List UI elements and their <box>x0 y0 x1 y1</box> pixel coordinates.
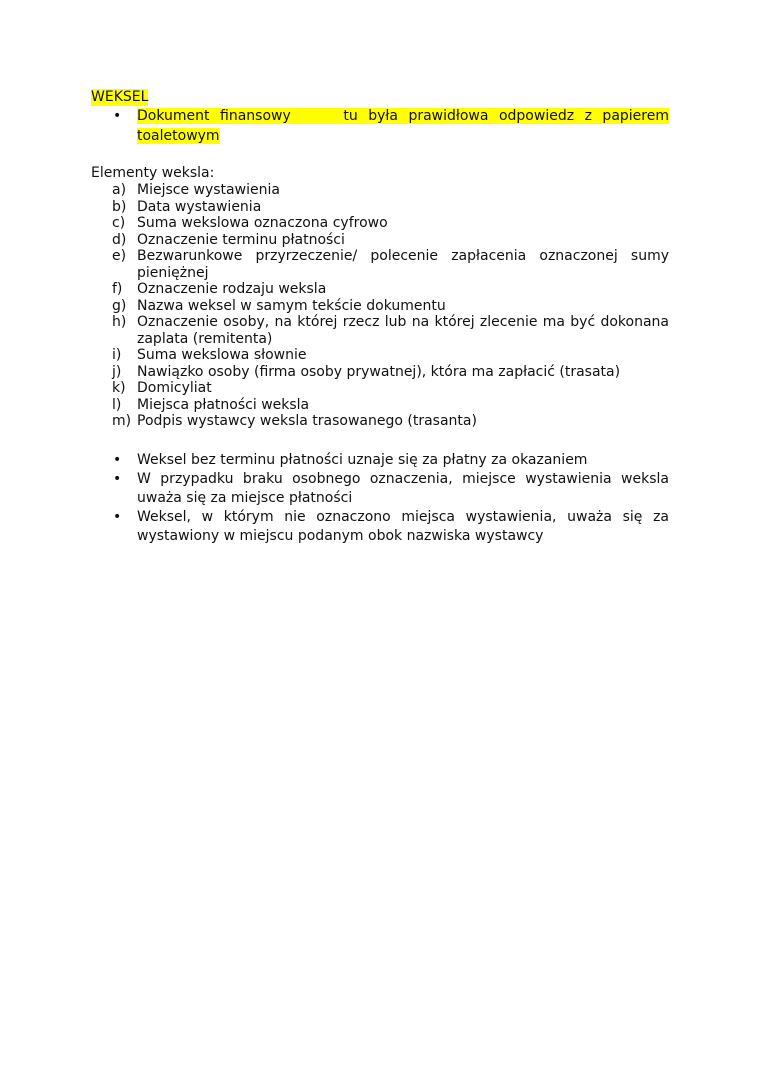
list-item <box>91 281 669 298</box>
bullet-icon: • <box>113 451 122 468</box>
list-item-text: Nawiązko osoby (firma osoby prywatnej), która ma zapłacić (trasata) <box>137 363 621 380</box>
note-text: Weksel, w którym nie oznaczono miejsca wystawienia, uważa się za wystawiony w miejscu podanym obok nazwiska wystawcy <box>137 508 669 544</box>
list-item-text: Data wystawienia <box>137 198 262 215</box>
list-item-text: Miejsca płatności weksla <box>137 396 310 413</box>
list-item <box>91 380 669 397</box>
note-bullet <box>91 451 669 470</box>
list-item-text: Podpis wystawcy weksla trasowanego (trasanta) <box>137 413 477 429</box>
bullet-icon: • <box>113 108 122 124</box>
list-item <box>91 199 669 216</box>
note-text: W przypadku braku osobnego oznaczenia, miejsce wystawienia weksla uważa się za miejsce płatności <box>137 470 669 506</box>
list-marker: b) <box>112 198 127 215</box>
list-item-text: Miejsce wystawienia <box>137 182 280 198</box>
list-item <box>91 248 669 281</box>
list-item <box>91 413 669 430</box>
list-marker: f) <box>112 281 123 297</box>
list-item-text: Oznaczenie terminu płatności <box>137 231 345 248</box>
elements-heading: Elementy weksla: <box>91 165 215 181</box>
note-bullet <box>91 470 669 508</box>
list-item-text: Domicyliat <box>137 380 212 396</box>
document-title: WEKSEL <box>91 89 149 105</box>
intro-text <box>137 108 669 144</box>
list-marker: l) <box>112 396 122 413</box>
list-item-text: Oznaczenie rodzaju weksla <box>137 281 327 297</box>
note-text: Weksel bez terminu płatności uznaje się za płatny za okazaniem <box>137 451 588 468</box>
title-line <box>91 89 669 106</box>
intro-bullet <box>91 106 669 146</box>
bullet-icon: • <box>113 470 122 487</box>
intro-text-part1: Dokument finansowy <box>137 108 291 124</box>
list-item-text: Suma wekslowa oznaczona cyfrowo <box>137 215 388 231</box>
list-marker: h) <box>112 314 127 330</box>
list-item-text: Oznaczenie osoby, na której rzecz lub na której zlecenie ma być dokonana zaplata (remitenta) <box>137 314 669 347</box>
list-marker: i) <box>112 347 122 363</box>
document-page <box>91 89 669 546</box>
list-marker: m) <box>112 413 132 429</box>
list-item <box>91 182 669 199</box>
list-marker: a) <box>112 182 127 198</box>
list-item <box>91 314 669 347</box>
list-item <box>91 364 669 381</box>
bullet-icon: • <box>113 508 122 525</box>
note-bullet <box>91 508 669 546</box>
notes-list <box>91 451 669 546</box>
intro-text-part2: tu była prawidłowa odpowiedz z papierem toaletowym <box>137 108 669 144</box>
list-item <box>91 347 669 364</box>
list-item <box>91 298 669 315</box>
list-item <box>91 215 669 232</box>
elements-list <box>91 182 669 430</box>
list-marker: j) <box>112 363 122 380</box>
list-marker: g) <box>112 297 127 314</box>
list-marker: d) <box>112 231 127 248</box>
list-item <box>91 232 669 249</box>
list-marker: k) <box>112 380 126 396</box>
list-marker: c) <box>112 215 126 231</box>
list-item-text: Bezwarunkowe przyrzeczenie/ polecenie zapłacenia oznaczonej sumy pieniężnej <box>137 248 669 281</box>
list-item <box>91 397 669 414</box>
list-marker: e) <box>112 248 127 264</box>
list-item-text: Nazwa weksel w samym tekście dokumentu <box>137 297 446 314</box>
list-item-text: Suma wekslowa słownie <box>137 347 307 363</box>
